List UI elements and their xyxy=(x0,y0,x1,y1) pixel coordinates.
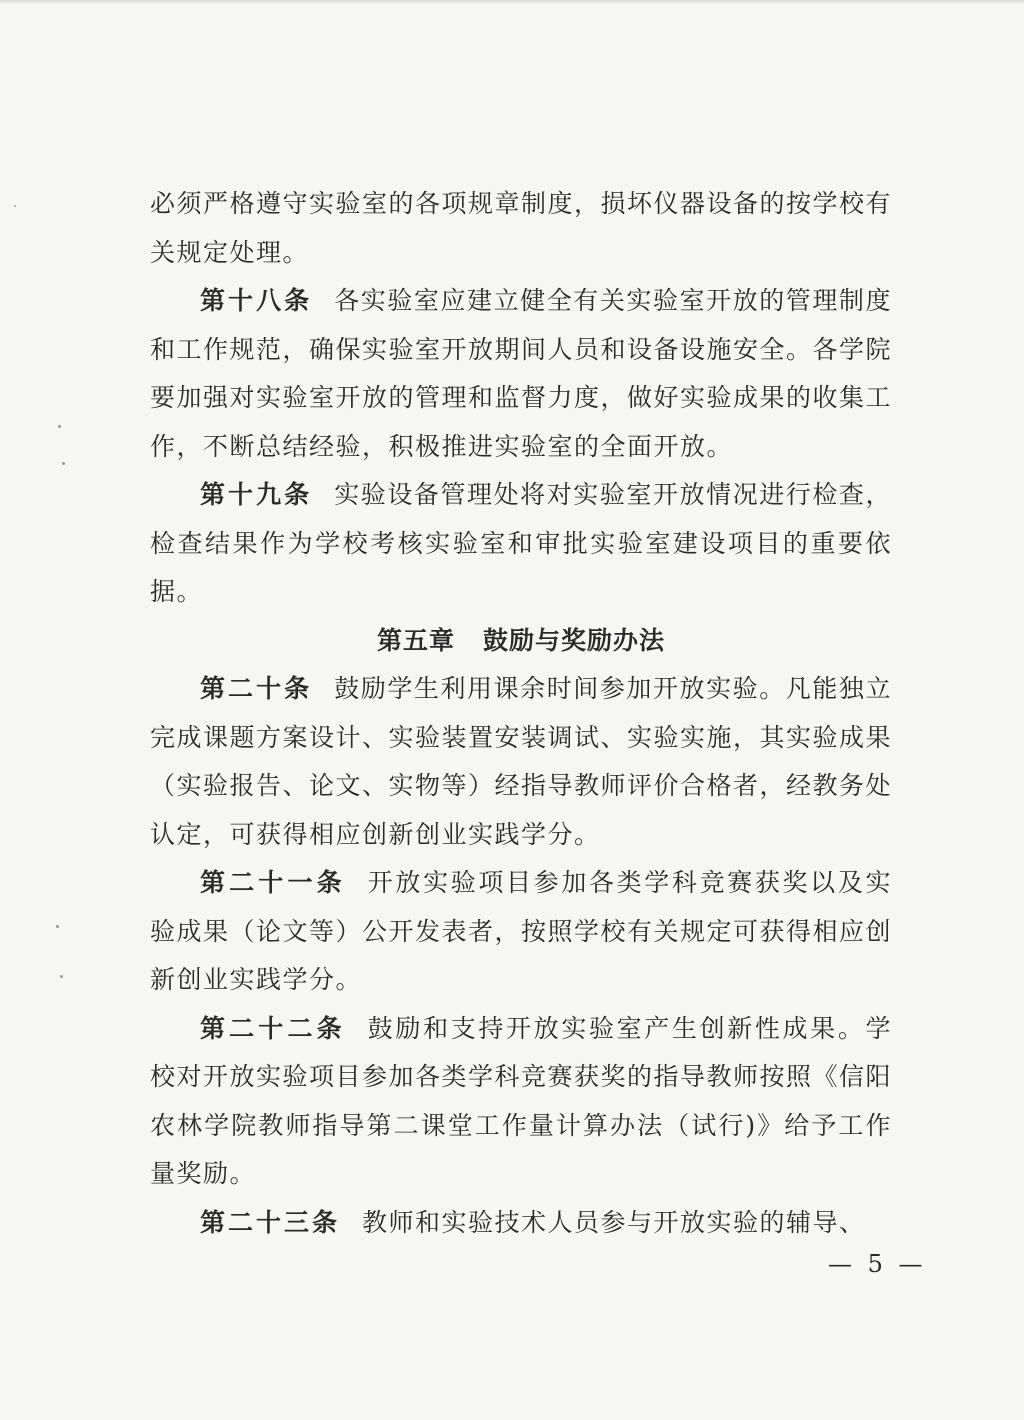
article-text: 开放实验项目参加各类学科竞赛获奖以及实验成果（论文等）公开发表者，按照学校有关规定可获得相应创新创业实践学分。 xyxy=(150,868,893,994)
article-number: 第二十一条 xyxy=(200,868,346,897)
scan-speck xyxy=(58,425,61,428)
article-20 xyxy=(150,665,892,859)
scan-top-edge xyxy=(0,0,1024,4)
article-number: 第十八条 xyxy=(200,286,313,315)
document-body xyxy=(150,180,892,1247)
article-number: 第二十二条 xyxy=(200,1013,346,1043)
scan-speck xyxy=(60,975,63,978)
article-number: 第二十三条 xyxy=(200,1207,341,1237)
scan-speck xyxy=(62,462,65,465)
article-number: 第二十条 xyxy=(200,674,313,703)
scan-speck xyxy=(14,205,16,207)
article-18 xyxy=(150,277,892,471)
article-22 xyxy=(150,1005,892,1199)
article-text: 鼓励和支持开放实验室产生创新性成果。学校对开放实验项目参加各类学科竞赛获奖的指导教师按照《信阳农林学院教师指导第二课堂工作量计算办法（试行)》给予工作量奖励。 xyxy=(150,1013,893,1188)
article-text: 实验设备管理处将对实验室开放情况进行检查，检查结果作为学校考核实验室和审批实验室建设项目的重要依据。 xyxy=(150,480,892,606)
chapter-title: 鼓励与奖励办法 xyxy=(483,625,666,655)
article-text: 各实验室应建立健全有关实验室开放的管理制度和工作规范，确保实验室开放期间人员和设备设施安全。各学院要加强对实验室开放的管理和监督力度，做好实验成果的收集工作，不断总结经验，积极推进实验室的全面开放。 xyxy=(150,286,893,461)
page-number: — 5 — xyxy=(828,1250,927,1278)
article-text: 鼓励学生利用课余时间参加开放实验。凡能独立完成课题方案设计、实验装置安装调试、实验实施，其实验成果（实验报告、论文、实物等）经指导教师评价合格者，经教务处认定，可获得相应创新创业实践学分。 xyxy=(150,674,893,849)
article-text: 教师和实验技术人员参与开放实验的辅导、 xyxy=(362,1207,866,1237)
chapter-heading xyxy=(150,617,892,666)
article-21 xyxy=(150,859,892,1005)
chapter-number: 第五章 xyxy=(376,625,455,655)
article-19 xyxy=(150,471,892,617)
article-number: 第十九条 xyxy=(200,480,313,509)
scan-speck xyxy=(56,925,59,928)
continuation-paragraph: 必须严格遵守实验室的各项规章制度，损坏仪器设备的按学校有关规定处理。 xyxy=(150,189,893,267)
article-23 xyxy=(150,1199,892,1248)
